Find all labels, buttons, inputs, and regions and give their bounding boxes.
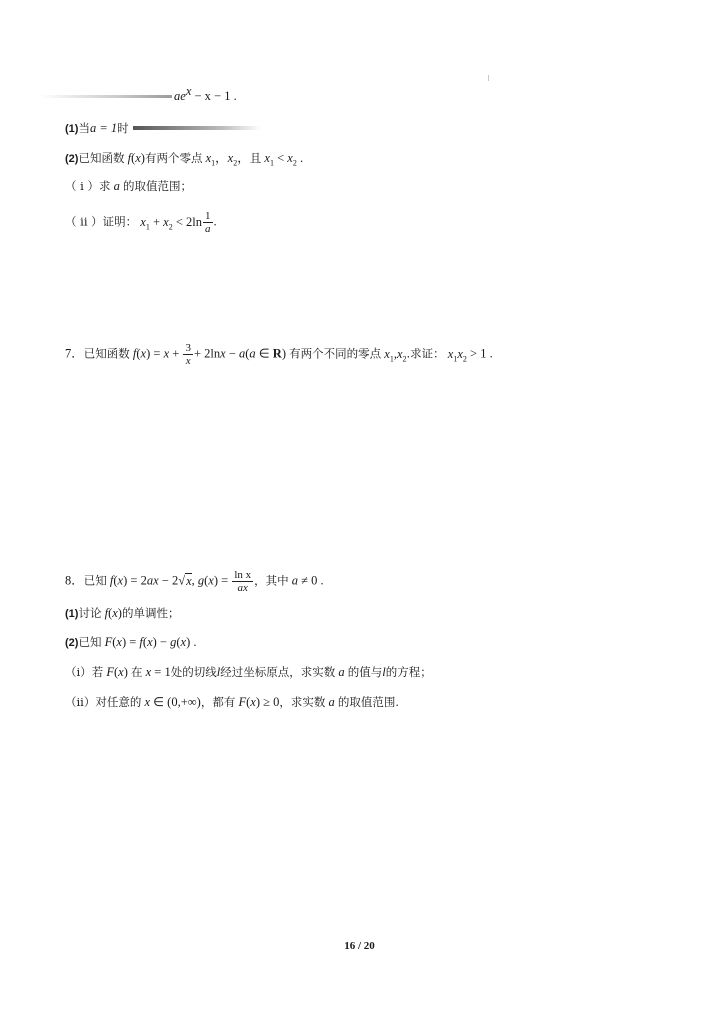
problem7: 7．已知函数 f(x) = x + $\frac{3}{x}$ + 2lnx − a(a ∈ R) 有两个不同的零点 $x_1,x_2$.求证： $x_1x_2 > 1$ . (65, 342, 493, 367)
problem6-function-tail: $ae^x - x - 1$ . (174, 84, 237, 103)
fraction: $\frac{\text{ln x}}{ax}$ (234, 569, 252, 594)
page-number: 16 / 20 (344, 940, 375, 952)
redacted-rule (133, 126, 261, 130)
problem6-sub-ii: （ ii ）证明： $x_1 + x_2 < 2\ln$ $\frac{1}{a}$ . (65, 210, 217, 235)
problem8-sub-ii: （ii）对任意的 x ∈ (0,+∞)，都有 F(x) ≥ 0，求实数 a 的取值范围. (65, 695, 400, 709)
problem8: 8．已知 f(x) = 2ax − 2√x, g(x) = $\frac{\text{ln x}}{ax}$ ，其中 a ≠ 0 . (65, 569, 324, 594)
fraction: $\frac{3}{x}$ (185, 342, 191, 367)
problem8-part1: (1)讨论 f(x)的单调性； (65, 606, 180, 620)
scan-mark (488, 75, 489, 81)
redacted-rule (40, 95, 172, 98)
problem8-sub-i: （i）若 F(x) 在 x = 1处的切线l经过坐标原点，求实数 a 的值与l的方程； (65, 665, 432, 679)
problem6-part2: (2)已知函数 f(x)有两个零点 $x_1$，$x_2$，且 $x_1 < x_2$ . (65, 151, 304, 168)
problem8-part2: (2)已知 F(x) = f(x) − g(x) . (65, 635, 197, 649)
problem6-sub-i: （ i ）求 a 的取值范围； (65, 179, 192, 193)
fraction: $\frac{1}{a}$ (205, 210, 211, 235)
problem6-part1: (1)当a = 1时 (65, 121, 129, 135)
